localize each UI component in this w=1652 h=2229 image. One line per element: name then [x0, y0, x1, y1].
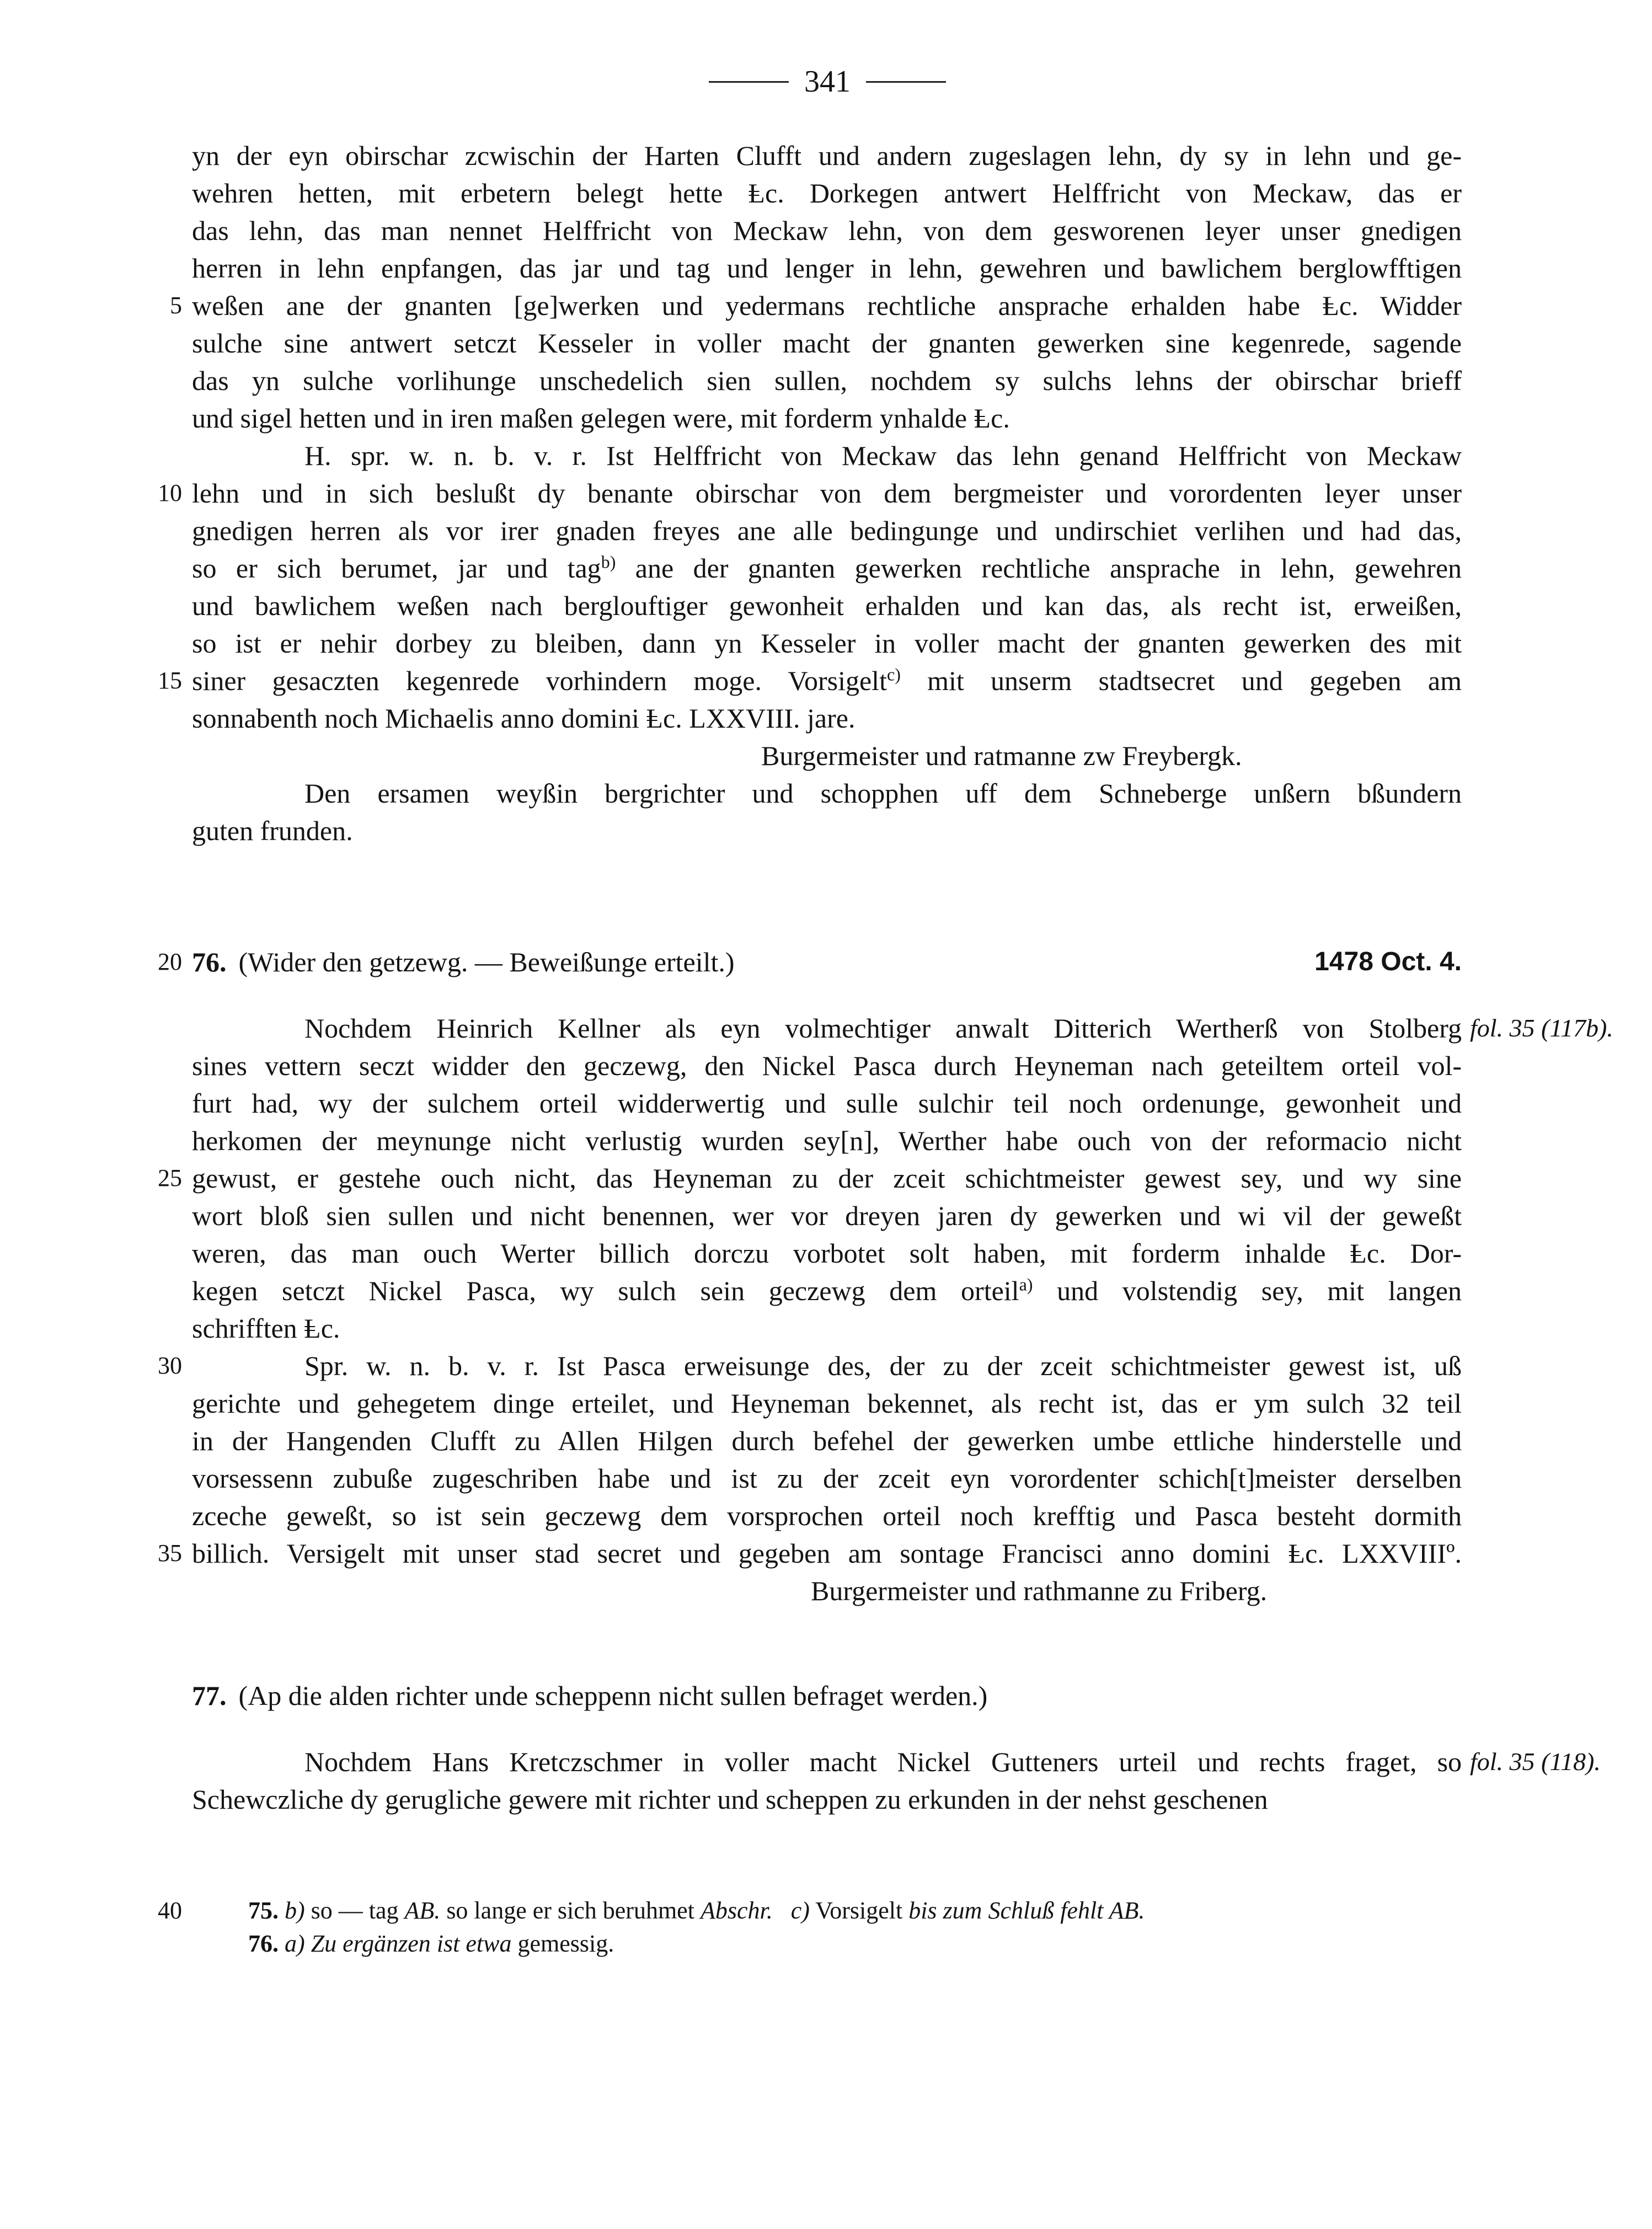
address-line: guten frunden. [192, 815, 353, 846]
line-number: 10 [158, 479, 182, 506]
footnote-76 [248, 1927, 614, 1960]
section-heading-77 [192, 1677, 1462, 1714]
section-date: 1478 Oct. 4. [1314, 947, 1462, 976]
section-heading-76 [192, 943, 1462, 981]
verdict-text: ane der gnanten gewerken rechtliche ansprache in lehn, gewehren [616, 553, 1462, 584]
section-title: (Ap die alden richter unde scheppenn nicht sullen befraget werden.) [238, 1680, 988, 1711]
footnote-ref-c: c) [886, 664, 901, 685]
text-line: weren, das man ouch Werter billich dorczu vorbotet solt haben, mit forderm inhalde Ⱡc. Dor- [192, 1238, 1462, 1269]
signature: Burgermeister und rathmanne zu Friberg. [811, 1575, 1268, 1606]
text-line: sulche sine antwert setczt Kesseler in voller macht der gnanten gewerken sine kegenrede, sagende [192, 328, 1462, 359]
footnote-number: 76. [248, 1930, 279, 1957]
footnote-siglum: AB. [404, 1897, 441, 1924]
text-line: das yn sulche vorlihunge unschedelich sien sullen, nochdem sy sulchs lehns der obirschar brieff [192, 365, 1462, 396]
verdict-line: und bawlichem weßen nach berglouftiger gewonheit erhalden und kan das, als recht ist, erweißen, [192, 590, 1462, 621]
line-number: 20 [158, 948, 182, 975]
text-line: sines vettern seczt widder den geczewg, den Nickel Pasca durch Heyneman nach geteiltem orteil vol- [192, 1050, 1462, 1081]
text-line: schrifften Ⱡc. [192, 1313, 340, 1344]
text-line: das lehn, das man nennet Helffricht von Meckaw lehn, von dem gesworenen leyer unser gnedigen [192, 215, 1462, 246]
line-text: und volstendig sey, mit langen [1033, 1275, 1462, 1306]
text-line: herren in lehn enpfangen, das jar und tag und lenger in lehn, gewehren und bawlichem berglowfftigen [192, 253, 1462, 284]
text-line: herkomen der meynunge nicht verlustig wurden sey[n], Werther habe ouch von der reformacio nicht [192, 1125, 1462, 1156]
line-number: 40 [158, 1897, 182, 1924]
verdict-line: zceche geweßt, so ist sein geczewg dem vorsprochen orteil noch krefftig und Pasca besteht dormith [192, 1500, 1462, 1531]
header-rule-left [709, 81, 789, 83]
footnote-text: gemessig. [511, 1930, 614, 1957]
verdict-line-with-note [192, 549, 1462, 587]
verdict-line: gnedigen herren als vor irer gnaden freyes ane alle bedingunge und undirschiet verlihen und had das, [192, 515, 1462, 546]
text-line: Nochdem Hans Kretczschmer in voller macht Nickel Gutteners urteil und rechts fraget, so [304, 1746, 1462, 1777]
line-number: 5 [170, 292, 182, 319]
folio-note: fol. 35 (117b). [1470, 1014, 1613, 1042]
footnote-mark: a) [285, 1930, 305, 1957]
footnote-text: Vorsigelt [809, 1897, 909, 1924]
line-number: 15 [158, 667, 182, 694]
signature: Burgermeister und ratmanne zw Freybergk. [761, 740, 1242, 771]
line-number: 30 [158, 1352, 182, 1379]
verdict-line: sonnabenth noch Michaelis anno domini Ⱡc. LXXVIII. jare. [192, 703, 856, 734]
text-line: gewust, er gestehe ouch nicht, das Heyneman zu der zceit schichtmeister gewest sey, und wy sine [192, 1163, 1462, 1194]
text-line: Nochdem Heinrich Kellner als eyn volmechtiger anwalt Ditterich Wertherß von Stolberg [304, 1013, 1462, 1044]
verdict-text: siner gesaczten kegenrede vorhindern moge. Vorsigelt [192, 665, 887, 696]
section-number: 77. [192, 1680, 227, 1711]
text-line: und sigel hetten und in iren maßen gelegen were, mit forderm ynhalde Ⱡc. [192, 403, 1010, 434]
verdict-line: H. spr. w. n. b. v. r. Ist Helffricht von Meckaw das lehn genand Helffricht von Meckaw [304, 440, 1462, 471]
footnote-number: 75. [248, 1897, 279, 1924]
footnote-siglum: bis zum Schluß fehlt AB. [908, 1897, 1145, 1924]
text-line: wehren hetten, mit erbetern belegt hette Ⱡc. Dorkegen antwert Helffricht von Meckaw, das er [192, 178, 1462, 209]
footnote-mark: b) [285, 1897, 305, 1924]
verdict-line: lehn und in sich beslußt dy benante obirschar von dem bergmeister und vorordenten leyer unser [192, 478, 1462, 509]
verdict-line: billich. Versigelt mit unser stad secret und gegeben am sontage Francisci anno domini Ⱡc. LXXVIIIº. [192, 1538, 1462, 1569]
header-rule-right [866, 81, 946, 83]
text-line: wort bloß sien sullen und nicht benennen, wer vor dreyen jaren dy gewerken und wi vil der geweßt [192, 1200, 1462, 1231]
footnote-siglum: Abschr. [700, 1897, 773, 1924]
line-number: 35 [158, 1540, 182, 1567]
footnote-ref-a: a) [1019, 1274, 1033, 1295]
folio-note: fol. 35 (118). [1470, 1747, 1601, 1776]
section-title: (Wider den getzewg. — Beweißunge erteilt.) [238, 947, 735, 977]
verdict-line-with-note [192, 662, 1462, 699]
verdict-line: in der Hangenden Clufft zu Allen Hilgen durch befehel der gewerken umbe ettliche hinderstelle und [192, 1425, 1462, 1456]
text-line-with-note [192, 1272, 1462, 1309]
line-text: kegen setczt Nickel Pasca, wy sulch sein geczewg dem orteil [192, 1275, 1019, 1306]
line-number: 25 [158, 1164, 182, 1191]
verdict-text: so er sich berumet, jar und tag [192, 553, 601, 584]
text-line: Schewczliche dy gerugliche gewere mit richter und scheppen zu erkunden in der nehst geschenen [192, 1784, 1268, 1815]
footnote-text: so lange er sich beruhmet [440, 1897, 701, 1924]
text-line: furt had, wy der sulchem orteil widderwertig und sulle sulchir teil noch ordenunge, gewonheit und [192, 1088, 1462, 1119]
footnote-mark: c) [790, 1897, 810, 1924]
verdict-line: gerichte und gehegetem dinge erteilet, und Heyneman bekennet, als recht ist, das er ym sulch 32 teil [192, 1388, 1462, 1419]
text-line: weßen ane der gnanten [ge]werken und yedermans rechtliche ansprache erhalden habe Ⱡc. Widder [192, 290, 1462, 321]
footnote-text: so — tag [304, 1897, 405, 1924]
footnote-75 [248, 1894, 1145, 1927]
verdict-line: so ist er nehir dorbey zu bleiben, dann yn Kesseler in voller macht der gnanten gewerken des mit [192, 628, 1462, 659]
verdict-text: mit unserm stadtsecret und gegeben am [900, 665, 1462, 696]
verdict-line: vorsessenn zubuße zugeschriben habe und ist zu der zceit eyn vorordenter schich[t]meister derselben [192, 1463, 1462, 1494]
text-line: yn der eyn obirschar zcwischin der Harten Clufft und andern zugeslagen lehn, dy sy in lehn und ge- [192, 140, 1462, 171]
footnote-ref-b: b) [601, 552, 616, 572]
page-number: 341 [804, 65, 851, 99]
address-line: Den ersamen weyßin bergrichter und schopphen uff dem Schneberge unßern bßundern [304, 778, 1462, 809]
verdict-line: Spr. w. n. b. v. r. Ist Pasca erweisunge des, der zu der zceit schichtmeister gewest ist, uß [304, 1350, 1462, 1381]
footnote-italic: Zu ergänzen ist etwa [311, 1930, 512, 1957]
section-number: 76. [192, 947, 227, 977]
page-header [684, 60, 971, 104]
